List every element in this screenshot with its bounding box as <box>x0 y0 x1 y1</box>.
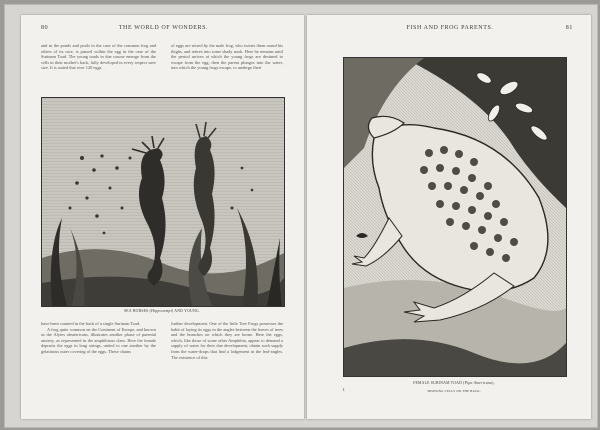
surinam-toad-engraving <box>344 58 566 376</box>
left-bottom-paragraph-3: further development. One of the little Tree Frogs possesses the habit of laying its eggs in the angles between the leaves of trees and the branches on which they are borne. Here the eggs, which, like those of some other Amphibia, appear to demand a supply of water for their due development, obtain such supply from the water-drops that find a lodgement in the leaf-angles. The existence of this <box>171 321 283 360</box>
left-top-text-col2 <box>171 43 283 93</box>
sea-horses-illustration <box>41 97 285 307</box>
surinam-toad-illustration <box>343 57 567 377</box>
left-bottom-paragraph-2: A frog quite common on the Continent of Europe, and known as the Alytes obstetricans, illustrates another phase of parental anxiety, as represented in the amphibious class. Here the female deposits the eggs in long strings, united to one another by the gelatinous outer covering of the eggs. These chains <box>41 326 156 354</box>
sea-horses-engraving <box>42 98 284 306</box>
right-caption-main: FEMALE SURINAM TOAD ( <box>413 381 465 385</box>
right-caption-species: Pipa Americana <box>464 381 493 385</box>
left-bottom-paragraph-1: have been counted in the back of a single Surinam Toad. <box>41 321 141 326</box>
signature-mark: I. <box>343 387 346 392</box>
right-page-number: 81 <box>565 25 573 31</box>
left-top-paragraph-1: and in the ponds and pools in the case of the common frog and others of its race, is passed within the egg in the case of the Surinam Toad. The young toads in due course emerge from the cells in their mother's back, fully developed in every respect save size. It is stated that over 120 eggs <box>41 43 156 71</box>
mat-background <box>4 4 598 428</box>
right-page <box>307 15 591 419</box>
left-caption-species: Hippocampi <box>151 309 172 313</box>
left-bottom-text-col1 <box>41 321 156 405</box>
left-running-title: THE WORLD OF WONDERS. <box>118 25 209 31</box>
right-caption-end: ), <box>492 381 495 385</box>
left-page-number: 80 <box>41 25 49 31</box>
left-top-text-col1 <box>41 43 156 93</box>
left-caption-main: SEA HORSES ( <box>124 309 152 313</box>
right-running-head <box>327 25 573 35</box>
right-running-title: FISH AND FROG PARENTS. <box>406 25 494 31</box>
right-figure-subcaption: SHOWING CELLS ON THE BACK. <box>427 389 481 393</box>
left-bottom-text-col2 <box>171 321 283 405</box>
left-page <box>21 15 304 419</box>
left-figure-caption <box>41 309 283 313</box>
left-caption-end: ) AND YOUNG. <box>171 309 200 313</box>
left-top-paragraph-2: of eggs are seized by the male frog, who twines them round his thighs, and retires into some shady nook. Here he remains until the period arrives at which the young frogs are destined to escape from the egg; then the parent plunges into the water, into which the young frogs escape, to undergo their <box>171 43 283 71</box>
left-running-head <box>41 25 286 35</box>
right-figure-caption <box>343 381 565 385</box>
